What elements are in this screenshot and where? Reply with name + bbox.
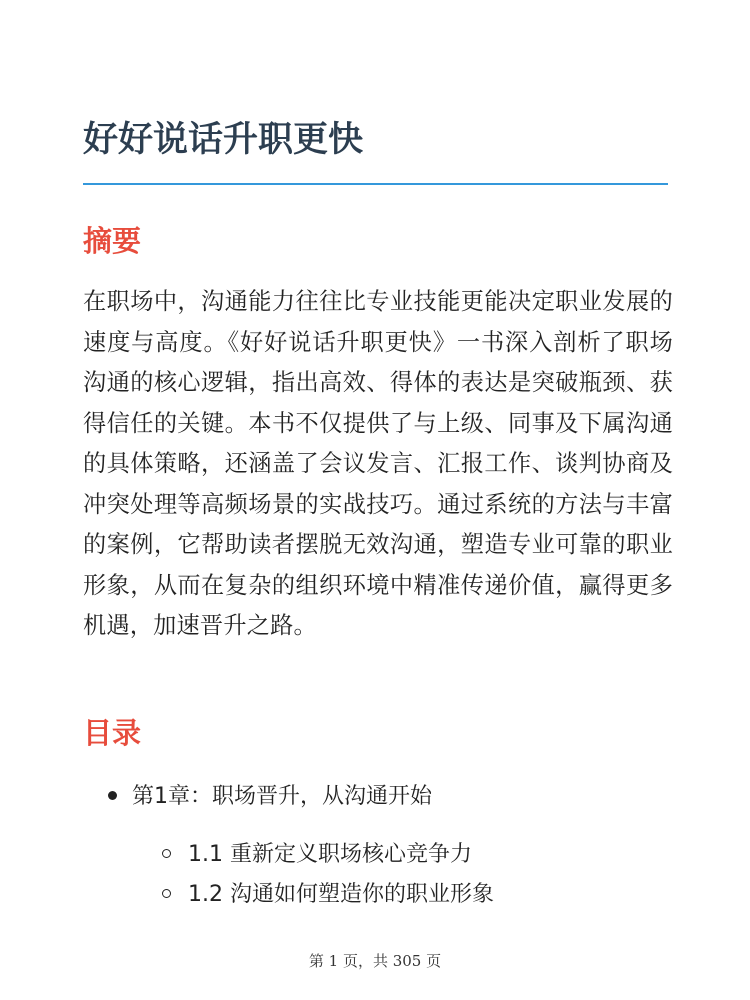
toc-section-item[interactable] bbox=[162, 875, 494, 915]
title-divider bbox=[83, 183, 668, 185]
toc-section-label: 1.1 重新定义职场核心竞争力 bbox=[188, 842, 472, 867]
summary-heading: 摘要 bbox=[83, 224, 142, 258]
toc-section-label: 1.2 沟通如何塑造你的职业形象 bbox=[188, 882, 494, 907]
toc-chapter-label: 第1章：职场晋升，从沟通开始 bbox=[132, 784, 432, 809]
circle-bullet-icon bbox=[162, 889, 171, 898]
summary-paragraph: 在职场中，沟通能力往往比专业技能更能决定职业发展的速度与高度。《好好说话升职更快》一书深入剖析了职场沟通的核心逻辑，指出高效、得体的表达是突破瓶颈、获得信任的关键。本书不仅提供了与上级、同事及下属沟通的具体策略，还涵盖了会议发言、汇报工作、谈判协商及冲突处理等高频场景的实战技巧。通过系统的方法与丰富的案例，它帮助读者摆脱无效沟通，塑造专业可靠的职业形象，从而在复杂的组织环境中精准传递价值，赢得更多机遇，加速晋升之路。 bbox=[83, 288, 673, 639]
toc-section-item[interactable] bbox=[162, 835, 472, 875]
toc-chapter-item[interactable] bbox=[108, 777, 432, 817]
circle-bullet-icon bbox=[162, 849, 171, 858]
page-number-footer: 第 1 页，共 305 页 bbox=[308, 952, 442, 970]
document-title: 好好说话升职更快 bbox=[83, 120, 364, 160]
bullet-icon bbox=[108, 791, 117, 800]
toc-heading: 目录 bbox=[83, 716, 142, 750]
